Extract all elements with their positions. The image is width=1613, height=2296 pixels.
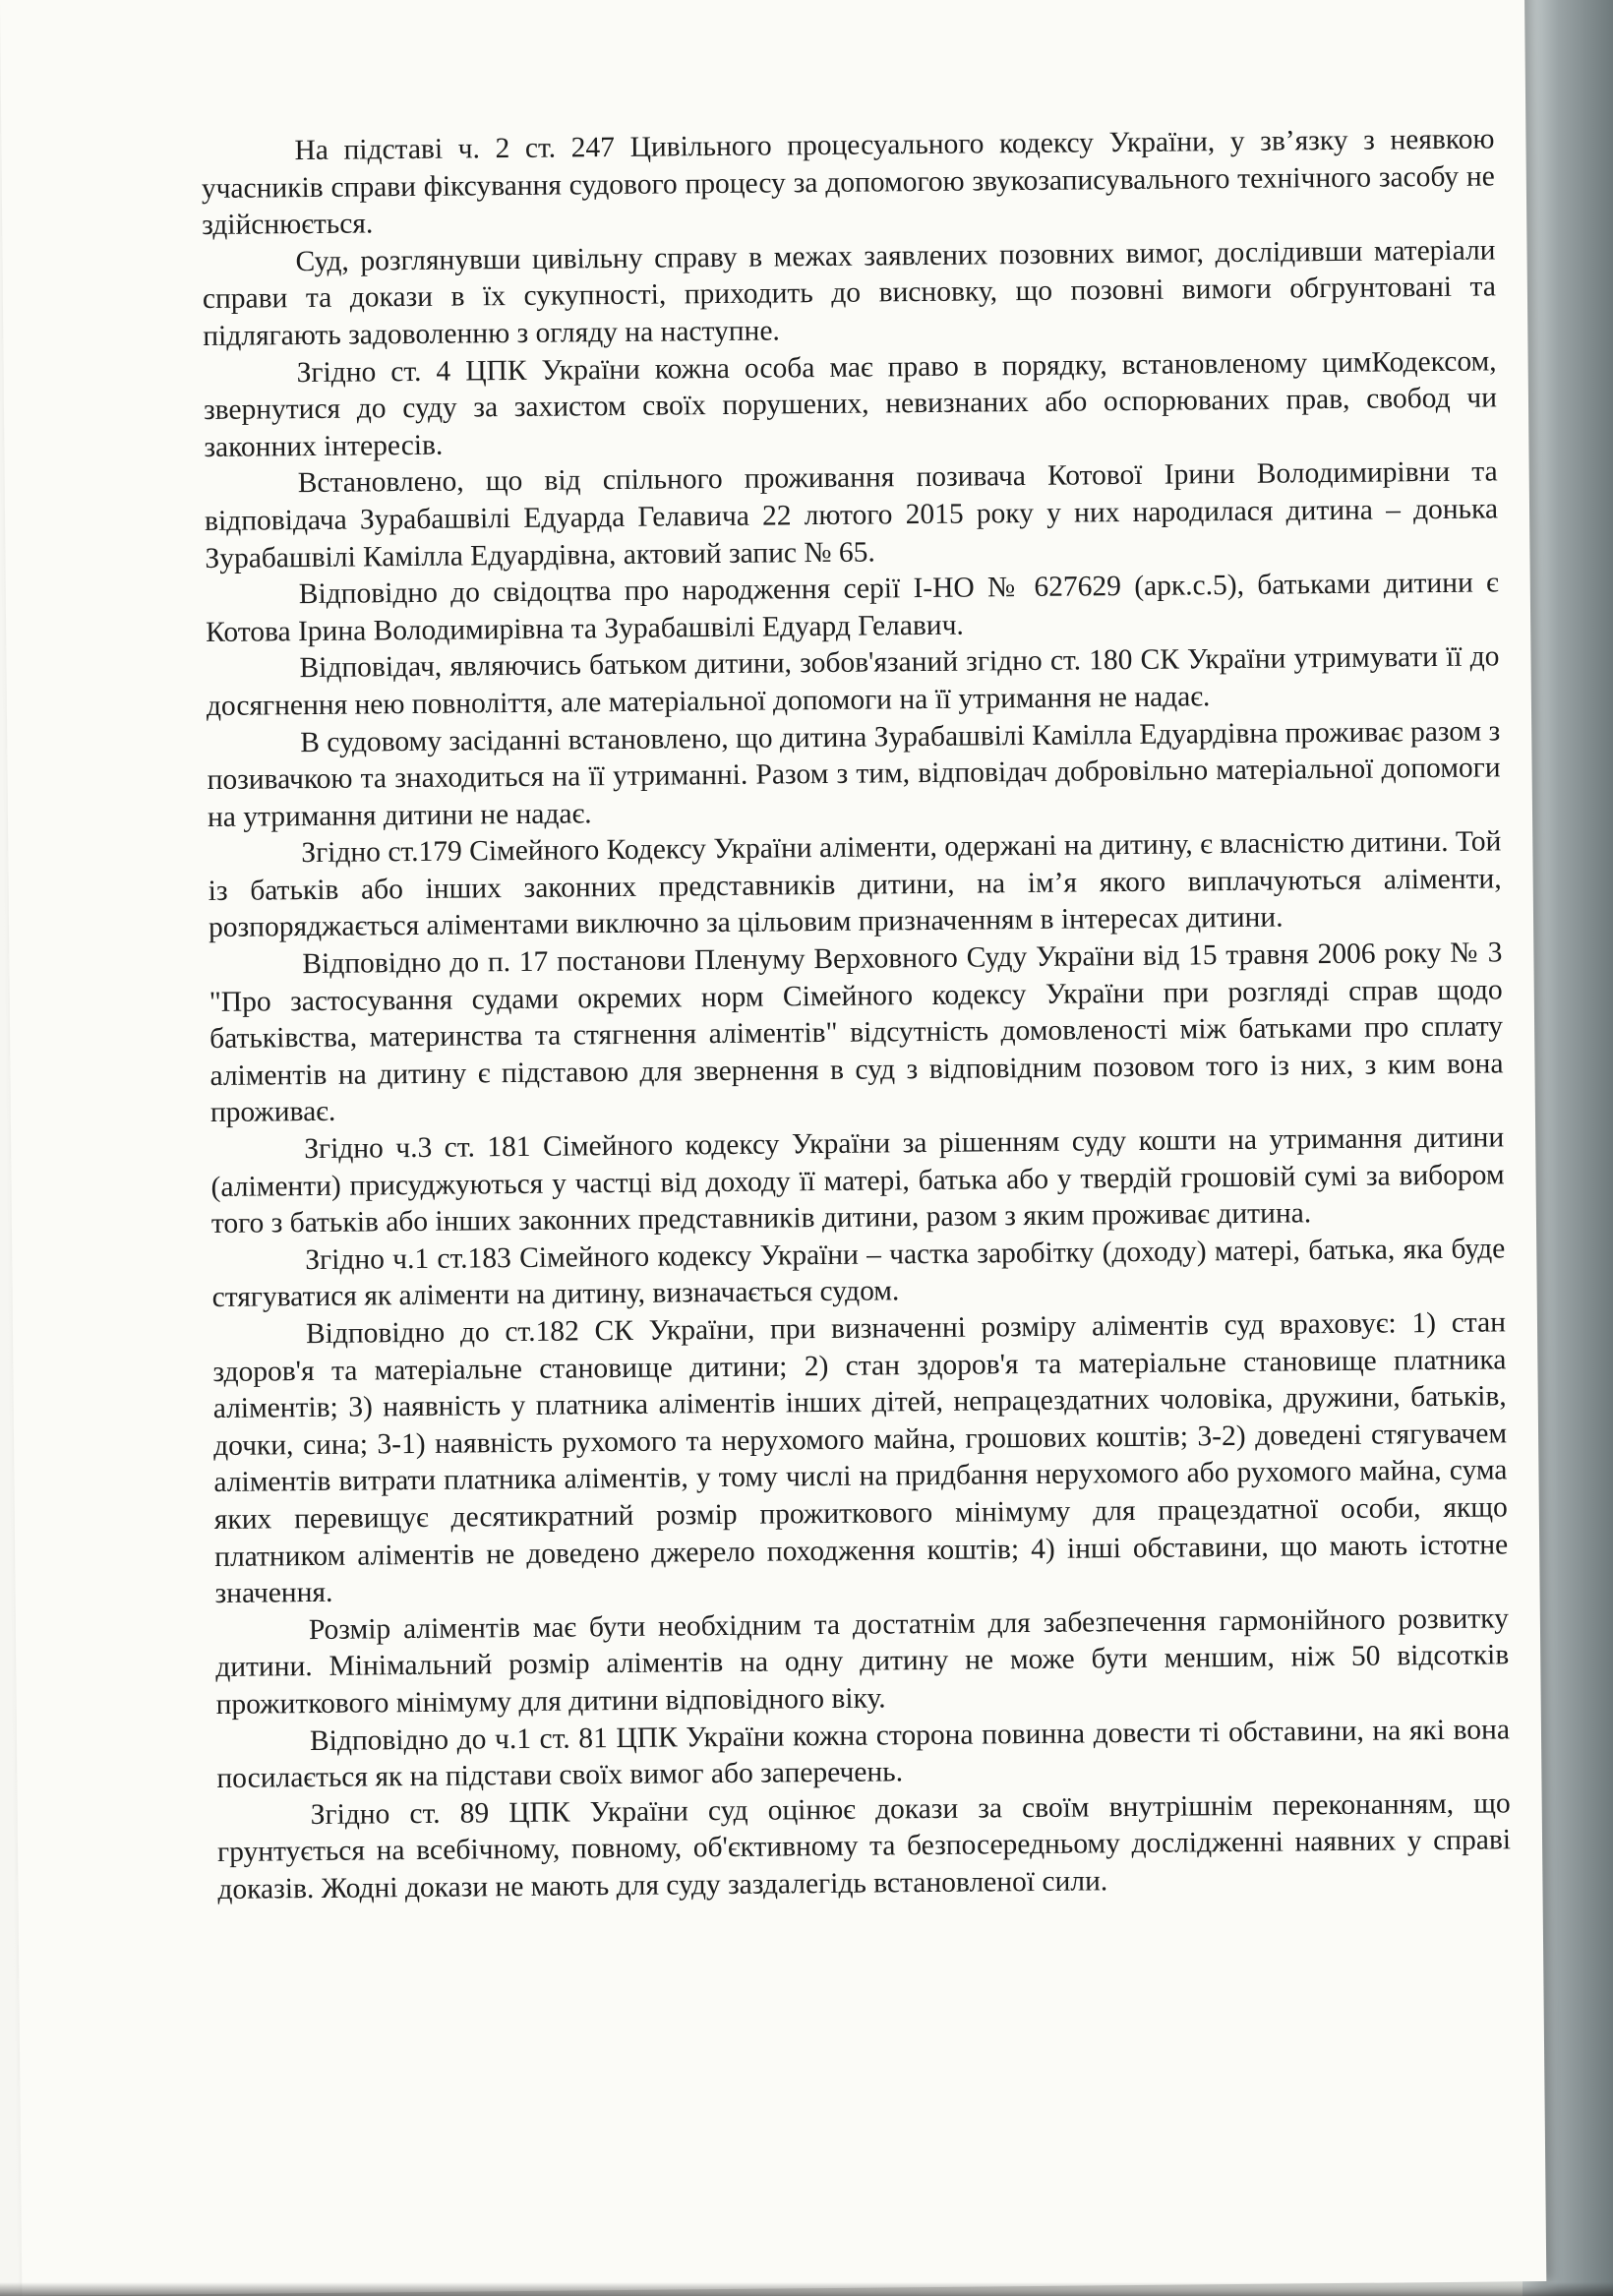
paragraph: Відповідно до свідоцтва про народження серії І-НО № 627629 (арк.с.5), батьками дитини є Котова Ірина Володимирівна та Зурабашвілі Едуард Гелавич. <box>206 567 1499 648</box>
paragraph: Суд, розглянувши цивільну справу в межах заявлених позовних вимог, дослідивши матеріали справи та докази в їх сукупності, приходить до висновку, що позовні вимоги обгрунтовані та підлягають задоволенню з огляду на наступне. <box>202 234 1497 353</box>
scanner-bottom-edge <box>0 2282 1613 2296</box>
paragraph: В судовому засіданні встановлено, що дитина Зурабашвілі Камілла Едуардівна проживає разом з позивачкою та знаходиться на її утриманні. Разом з тим, відповідач добровільно матеріальної допомоги на утримання дитини не надає. <box>207 714 1501 833</box>
paragraph: Розмір аліментів має бути необхідним та достатнім для забезпечення гармонійного розвитку дитини. Мінімальний розмір аліментів на одну дитину не може бути меншим, ніж 50 відсотків прожиткового мінімуму для дитини відповідного віку. <box>215 1602 1510 1721</box>
paragraph: Відповідно до п. 17 постанови Пленуму Верховного Суду України від 15 травня 2006 року № 3 "Про застосування судами окремих норм Сімейного кодексу України при розгляді справ щодо батьківства, материнства та стягнення аліментів" відсутність домовленості між батьками про сплату аліментів на дитину є підставою для звернення в суд з відповідним позовом того із них, з ким вона проживає. <box>209 937 1504 1129</box>
document-body <box>201 121 1511 1908</box>
paragraph: Згідно ст. 4 ЦПК України кожна особа має право в порядку, встановленому цимКодексом, звернутися до суду за захистом своїх порушених, невизнаних або оспорюваних прав, свобод чи законних інтересів. <box>203 344 1498 463</box>
paragraph: Відповідно до ст.182 СК України, при визначенні розміру аліментів суд враховує: 1) стан здоров'я та матеріальне становище дитини; 2) стан здоров'я та матеріальне становище платника аліментів; 3) наявність у платника аліментів інших дітей, непрацездатних чоловіка, дружини, батьків, дочки, сина; 3-1) наявність рухомого та нерухомого майна, грошових коштів; 3-2) доведені стягувачем аліментів витрати платника аліментів, у тому числі на придбання нерухомого або рухомого майна, сума яких перевищує десятикратний розмір прожиткового мінімуму для працездатної особи, якщо платником аліментів не доведено джерело походження коштів; 4) інші обставини, що мають істотне значення. <box>212 1306 1509 1610</box>
paragraph: Згідно ч.3 ст. 181 Сімейного кодексу України за рішенням суду кошти на утримання дитини (аліменти) присуджуються у частці від доходу її матері, батька або у твердій грошовій сумі за вибором того з батьків або інших законних представників дитини, разом з яким проживає дитина. <box>210 1121 1505 1240</box>
paragraph: Встановлено, що від спільного проживання позивача Котової Ірини Володимирівни та відповідача Зурабашвілі Едуарда Гелавича 22 лютого 2015 року у них народилася дитина – донька Зурабашвілі Камілла Едуардівна, актовий запис № 65. <box>204 455 1499 574</box>
paragraph: Згідно ст. 89 ЦПК України суд оцінює докази за своїм внутрішнім переконанням, що грунтується на всебічному, повному, об'єктивному та безпосередньому дослідженні наявних у справі доказів. Жодні докази не мають для суду заздалегідь встановленої сили. <box>216 1787 1512 1905</box>
paragraph: Згідно ст.179 Сімейного Кодексу України аліменти, одержані на дитину, є власністю дитини. Той із батьків або інших законних представників дитини, на ім’я якого виплачуються аліменти, розпоряджається аліментами виключно за цільовим призначенням в інтересах дитини. <box>208 825 1502 944</box>
paragraph: Відповідно до ч.1 ст. 81 ЦПК України кожна сторона повинна довести ті обставини, на які вона посилається як на підстави своїх вимог або заперечень. <box>216 1713 1511 1795</box>
paragraph: Відповідач, являючись батьком дитини, зобов'язаний згідно ст. 180 СК України утримувати її до досягнення нею повноліття, але матеріальної допомоги на її утримання не надає. <box>206 640 1500 722</box>
paragraph: На підставі ч. 2 ст. 247 Цивільного процесуального кодексу України, у зв’язку з неявкою учасників справи фіксування судового процесу за допомогою звукозаписувального технічного засобу не здійснюється. <box>201 123 1495 242</box>
paragraph: Згідно ч.1 ст.183 Сімейного кодексу України – частка заробітку (доходу) матері, батька, яка буде стягуватися як аліменти на дитину, визначається судом. <box>211 1233 1506 1314</box>
